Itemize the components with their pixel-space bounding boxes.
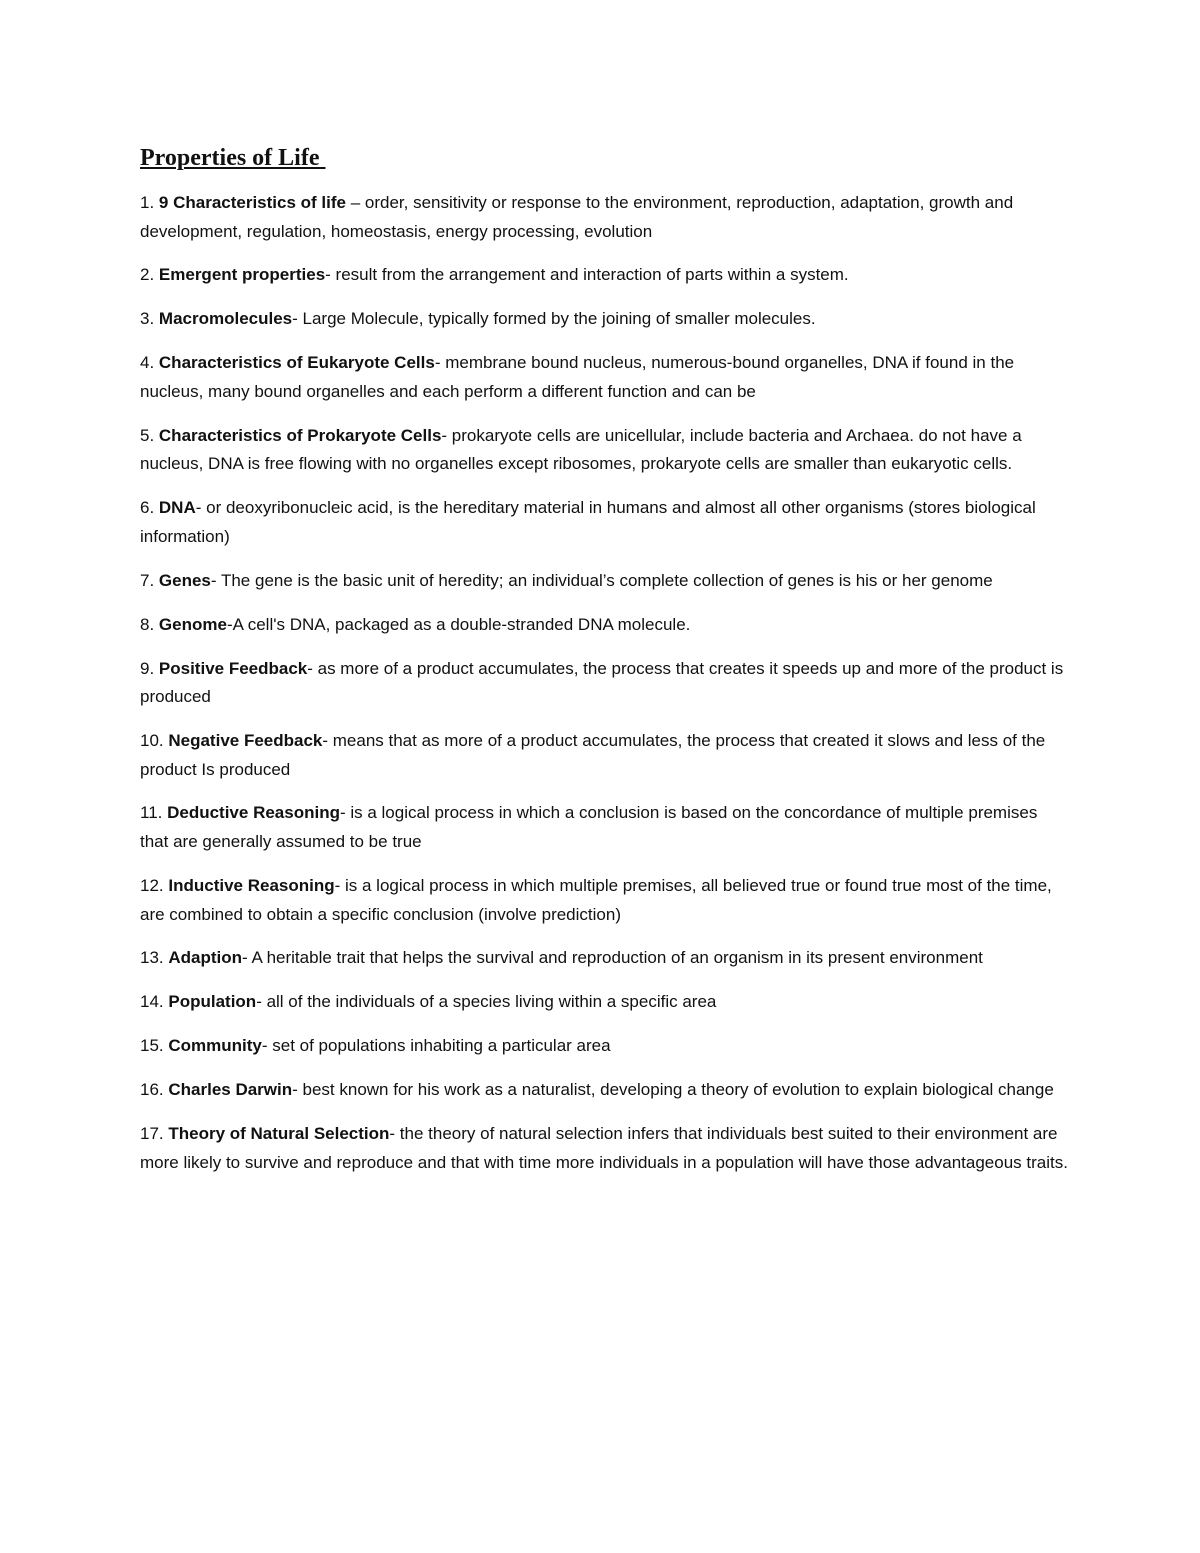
entry-term: Characteristics of Eukaryote Cells — [158, 353, 435, 373]
entry-term: Characteristics of Prokaryote Cells — [158, 425, 442, 445]
entry-definition: - set of populations inhabiting a particular area — [261, 1036, 611, 1056]
definition-entry-5 — [140, 422, 1070, 479]
entry-term: Genes — [158, 570, 211, 590]
entry-term: Positive Feedback — [158, 658, 308, 678]
entry-definition: - or deoxyribonucleic acid, is the hereditary material in humans and almost all other organisms (stores biological information) — [140, 498, 1036, 546]
document-page — [140, 140, 1070, 1192]
entry-term: Adaption — [168, 948, 243, 968]
document-title: Properties of Life — [140, 145, 326, 171]
definition-entry-4 — [140, 349, 1070, 406]
definition-entry-3 — [140, 305, 1070, 334]
entry-term: Charles Darwin — [168, 1080, 293, 1100]
entry-number: 7. — [140, 570, 159, 590]
entry-definition: - as more of a product accumulates, the process that creates it speeds up and more of the product is produced — [140, 658, 1064, 707]
entry-definition: - means that as more of a product accumulates, the process that created it slows and less of the product Is produced — [140, 730, 1046, 779]
definition-entry-11 — [140, 799, 1070, 856]
entry-number: 10. — [140, 730, 169, 750]
definition-entry-12 — [140, 872, 1070, 929]
entry-term: Emergent properties — [158, 265, 326, 285]
entry-term: DNA — [158, 498, 196, 518]
entry-term: Negative Feedback — [168, 730, 323, 750]
entry-term: Genome — [158, 614, 227, 634]
entry-definition: -A cell's DNA, packaged as a double-stranded DNA molecule. — [226, 614, 691, 634]
definition-entry-2 — [140, 261, 1070, 290]
definition-entry-10 — [140, 727, 1070, 784]
entry-number: 2. — [140, 265, 159, 285]
entry-number: 6. — [140, 498, 159, 518]
definition-entry-8 — [140, 611, 1070, 640]
entry-number: 8. — [140, 614, 159, 634]
entry-number: 13. — [140, 948, 169, 968]
definition-entry-15 — [140, 1032, 1070, 1061]
entry-definition: - best known for his work as a naturalist, developing a theory of evolution to explain biological change — [292, 1080, 1054, 1100]
entry-definition: - is a logical process in which multiple premises, all believed true or found true most of the time, are combined to obtain a specific conclusion (involve prediction) — [140, 875, 1052, 924]
entry-number: 3. — [140, 309, 159, 329]
definition-entry-17 — [140, 1120, 1070, 1177]
entry-number: 14. — [140, 992, 169, 1012]
entry-number: 1. — [140, 193, 159, 212]
entry-definition: – order, sensitivity or response to the environment, reproduction, adaptation, growth and development, regulation, homeostasis, energy processing, evolution — [140, 193, 1014, 241]
entry-term: Deductive Reasoning — [167, 803, 340, 823]
entry-number: 15. — [140, 1036, 169, 1056]
entry-number: 5. — [140, 425, 159, 445]
definition-entry-13 — [140, 944, 1070, 973]
entry-definition: - is a logical process in which a conclusion is based on the concordance of multiple premises that are generally assumed to be true — [140, 803, 1038, 852]
entry-number: 17. — [140, 1124, 169, 1143]
definition-list — [140, 189, 1070, 1177]
entry-definition: - prokaryote cells are unicellular, include bacteria and Archaea. do not have a nucleus, DNA is free flowing with no organelles except ribosomes, prokaryote cells are smaller than eukaryotic cells. — [140, 425, 1022, 474]
entry-definition: - The gene is the basic unit of heredity; an individual’s complete collection of genes is his or her genome — [210, 570, 993, 590]
entry-term: Community — [168, 1036, 262, 1056]
entry-definition: - A heritable trait that helps the survival and reproduction of an organism in its present environment — [242, 948, 983, 968]
entry-definition: - result from the arrangement and interaction of parts within a system. — [325, 265, 849, 285]
definition-entry-14 — [140, 988, 1070, 1017]
definition-entry-6 — [140, 494, 1070, 551]
entry-term: Theory of Natural Selection — [168, 1124, 390, 1143]
entry-definition: - the theory of natural selection infers that individuals best suited to their environment are more likely to survive and reproduce and that with time more individuals in a population will have those advantageous traits. — [140, 1124, 1068, 1172]
entry-definition: - all of the individuals of a species living within a specific area — [256, 992, 717, 1012]
entry-term: Population — [168, 992, 257, 1012]
entry-number: 12. — [140, 875, 169, 895]
entry-definition: - Large Molecule, typically formed by the joining of smaller molecules. — [292, 309, 816, 329]
definition-entry-7 — [140, 567, 1070, 596]
entry-number: 4. — [140, 353, 159, 373]
entry-number: 16. — [140, 1080, 169, 1100]
entry-term: 9 Characteristics of life — [158, 193, 346, 212]
entry-number: 9. — [140, 658, 159, 678]
entry-number: 11. — [140, 803, 168, 823]
entry-term: Inductive Reasoning — [168, 875, 335, 895]
entry-term: Macromolecules — [158, 309, 293, 329]
definition-entry-1 — [140, 189, 1070, 246]
entry-definition: - membrane bound nucleus, numerous-bound organelles, DNA if found in the nucleus, many bound organelles and each perform a different function and can be — [140, 353, 1015, 401]
definition-entry-16 — [140, 1076, 1070, 1105]
definition-entry-9 — [140, 655, 1070, 712]
